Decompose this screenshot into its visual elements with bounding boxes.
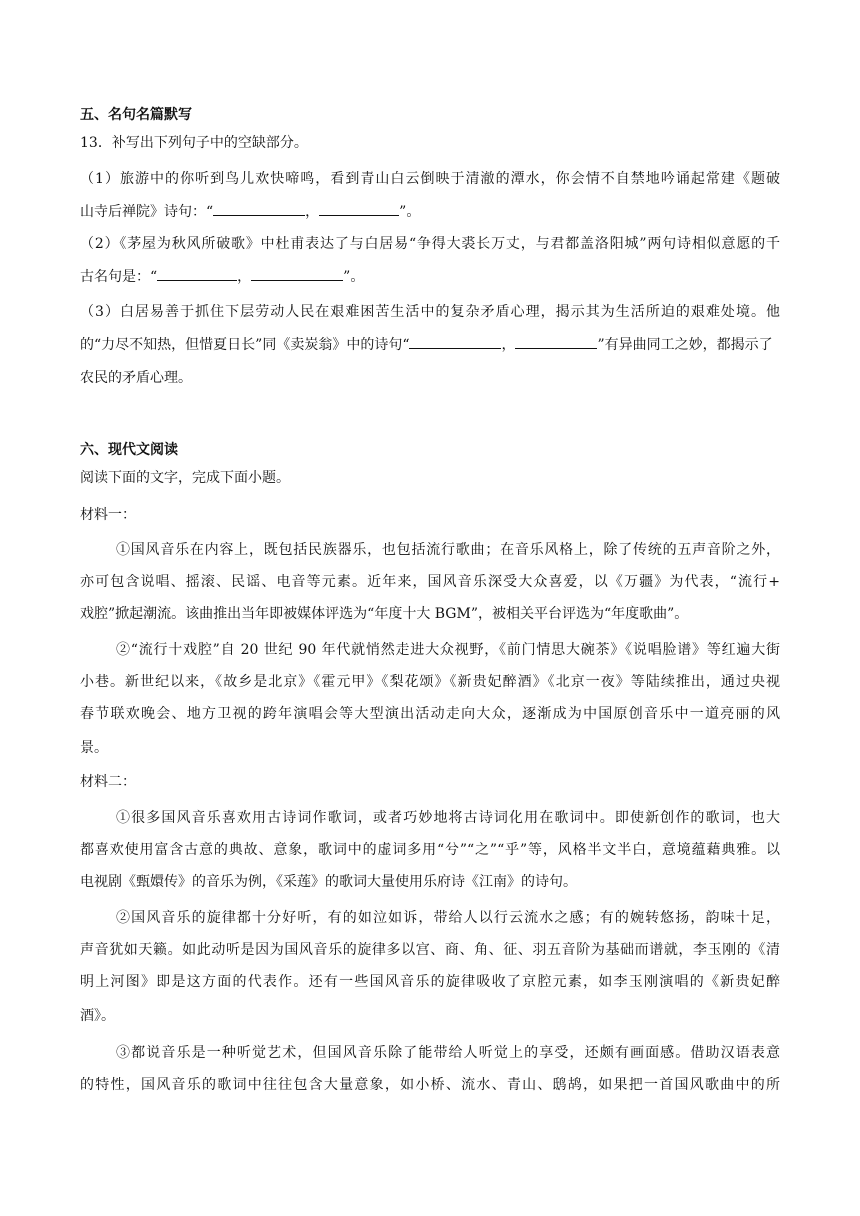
q13-part1-line2 [80,201,420,222]
q13-part1-suffix: ”。 [399,204,421,220]
m1-para1-line: ①国风音乐在内容上，既包括民族器乐，也包括流行歌曲；在音乐风格上，除了传统的五声音阶之外， [116,542,780,558]
q13-part1-line1: （1）旅游中的你听到鸟儿欢快啼鸣，看到青山白云倒映于清澈的潭水，你会情不自禁地吟诵起常建《题破 [80,171,780,187]
m2-para1-line: 电视剧《甄嬛传》的音乐为例，《采莲》的歌词大量使用乐府诗《江南》的诗句。 [80,874,577,890]
q13-part3-line3: 农民的矛盾心理。 [80,370,192,386]
m1-para2-line: 春节联欢晚会、地方卫视的跨年演唱会等大型演出活动走向大众，逐渐成为中国原创音乐中一道亮丽的风 [80,706,780,722]
answer-blank[interactable] [213,201,305,216]
m1-para1-line: 亦可包含说唱、摇滚、民谣、电音等元素。近年来，国风音乐深受大众喜爱，以《万疆》为代表，“流行+ [80,574,780,590]
q13-part2-line1: （2）《茅屋为秋风所破歌》中杜甫表达了与白居易“争得大裘长万丈，与君都盖洛阳城”两句诗相似意愿的千 [80,236,780,252]
question-13-stem: 13．补写出下列句子中的空缺部分。 [80,135,308,151]
answer-blank[interactable] [157,266,237,281]
q13-part3-suffix: ”有异曲同工之妙，都揭示了 [597,337,773,353]
answer-blank[interactable] [515,334,597,349]
reading-instruction: 阅读下面的文字，完成下面小题。 [80,470,290,486]
q13-part2-prefix: 古名句是：“ [80,269,158,285]
q13-part3-line2 [80,334,773,355]
answer-blank[interactable] [251,266,343,281]
q13-part1-prefix: 山寺后禅院》诗句：“ [80,204,214,220]
q13-part2-line2 [80,266,364,287]
m2-para2-line: 声音犹如天籁。如此动听是因为国风音乐的旋律多以宫、商、角、征、羽五音阶为基础而谱就，李玉刚的《清 [80,942,780,958]
section-six-heading: 六、现代文阅读 [80,442,178,458]
material-one-label: 材料一： [80,507,136,523]
m1-para2-line: 小巷。新世纪以来，《故乡是北京》《霍元甲》《梨花颂》《新贵妃醉酒》《北京一夜》等陆续推出，通过央视 [80,674,780,690]
m2-para1-line: ①很多国风音乐喜欢用古诗词作歌词，或者巧妙地将古诗词化用在歌词中。即使新创作的歌词，也大 [116,810,780,826]
material-two-label: 材料二： [80,774,136,790]
comma-text: ， [237,269,252,285]
m2-para2-line: 酒》。 [80,1008,115,1024]
comma-text: ， [305,204,320,220]
answer-blank[interactable] [409,334,501,349]
m2-para3-line: ③都说音乐是一种听觉艺术，但国风音乐除了能带给人听觉上的享受，还颇有画面感。借助汉语表意 [116,1045,780,1061]
m2-para2-line: 明上河图》即是这方面的代表作。还有一些国风音乐的旋律吸收了京腔元素，如李玉刚演唱的《新贵妃醉 [80,974,780,990]
q13-part3-line1: （3）白居易善于抓住下层劳动人民在艰难困苦生活中的复杂矛盾心理，揭示其为生活所迫的艰难处境。他 [80,304,780,320]
m2-para1-line: 都喜欢使用富含古意的典故、意象，歌词中的虚词多用“兮”“之”“乎”等，风格半文半白，意境蕴藉典雅。以 [80,842,780,858]
m1-para2-line: 景。 [80,740,108,756]
m2-para3-line: 的特性，国风音乐的歌词中往往包含大量意象，如小桥、流水、青山、鸱鸪，如果把一首国风歌曲中的所 [80,1077,780,1093]
answer-blank[interactable] [319,201,399,216]
m1-para2-line: ②“流行十戏腔”自 20 世纪 90 年代就悄然走进大众视野，《前门情思大碗茶》《说唱脸谱》等红遍大街 [116,642,780,658]
section-five-heading: 五、名句名篇默写 [80,107,192,123]
q13-part2-suffix: ”。 [343,269,365,285]
comma-text: ， [501,337,516,353]
q13-part3-prefix: 的“力尽不知热，但惜夏日长”同《卖炭翁》中的诗句“ [80,337,410,353]
m1-para1-line: 戏腔”掀起潮流。该曲推出当年即被媒体评选为“年度十大 BGM”，被相关平台评选为“年度歌曲”。 [80,606,689,622]
m2-para2-line: ②国风音乐的旋律都十分好听，有的如泣如诉，带给人以行云流水之感；有的婉转悠扬，韵味十足， [116,910,780,926]
